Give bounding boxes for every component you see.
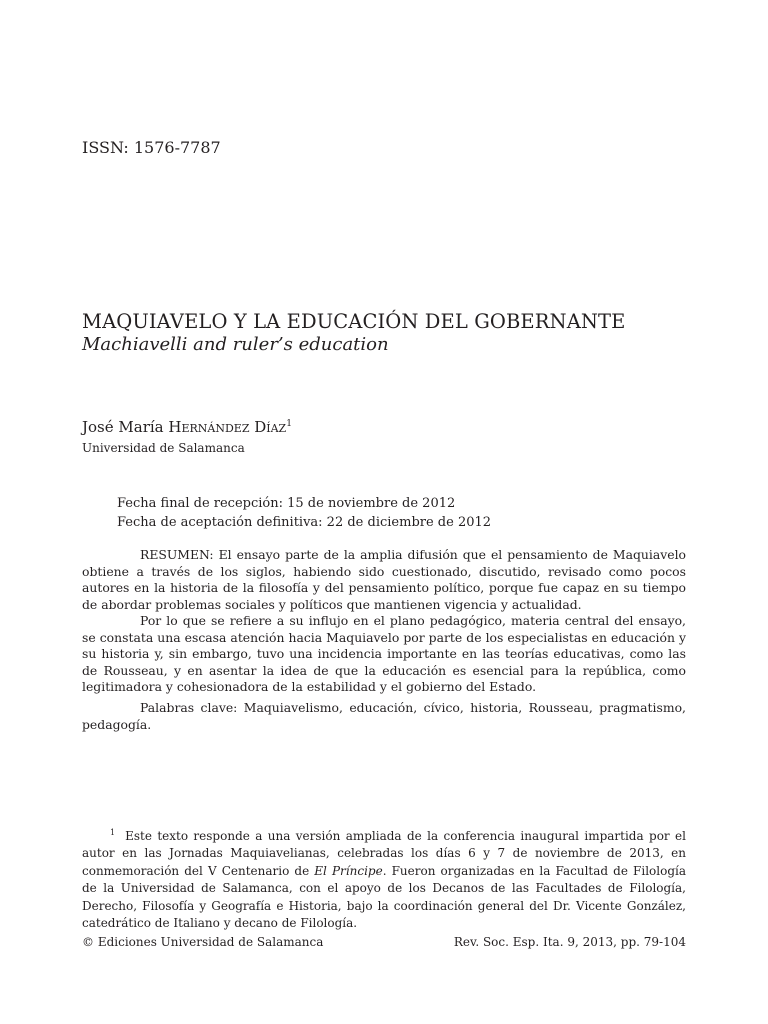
author-footnote-mark[interactable]: 1: [286, 419, 292, 429]
author-family-name: Hernández Díaz: [168, 418, 287, 436]
footnote-text: Este texto responde a una versión ampliada de la conferencia inaugural impartida por el autor en las Jornadas Maquiavelianas, celebradas los días 6 y 7 de noviembre de 2013, en conmemoración del V Centenario de: [82, 829, 686, 878]
received-date: Fecha final de recepción: 15 de noviembre de 2012: [117, 496, 456, 511]
footnote-mark: 1: [110, 828, 116, 837]
abstract-paragraph: RESUMEN: El ensayo parte de la amplia difusión que el pensamiento de Maquiavelo obtiene a través de los siglos, habiendo sido cuestionado, discutido, revisado como pocos autores en la historia de la filosofía y del pensamiento político, porque fue capaz en su tiempo de abordar problemas sociales y políticos que mantienen vigencia y actualidad.: [82, 547, 686, 612]
keywords-text: Palabras clave: Maquiavelismo, educación, cívico, historia, Rousseau, pragmatismo, pedagogía.: [82, 700, 686, 732]
footnote: [82, 824, 686, 932]
footer-copyright: © Ediciones Universidad de Salamanca: [82, 935, 324, 949]
author-affiliation: Universidad de Salamanca: [82, 441, 245, 455]
keywords: [82, 700, 686, 733]
footnote-book-title: El Príncipe: [314, 863, 383, 878]
footer-citation: Rev. Soc. Esp. Ita. 9, 2013, pp. 79-104: [453, 935, 686, 949]
author-name: [82, 418, 292, 436]
abstract: [82, 547, 686, 696]
footnote-text-continued: . Fueron organizadas en la Facultad de Filología de la Universidad de Salamanca, con el apoyo de los Decanos de las Facultades de Filología, Derecho, Filosofía y Geografía e Historia, bajo la coordinación general del Dr. Vicente González, catedrático de Italiano y decano de Filología.: [82, 863, 686, 931]
abstract-paragraph: Por lo que se refiere a su influjo en el plano pedagógico, materia central del ensayo, se constata una escasa atención hacia Maquiavelo por parte de los especialistas en educación y su historia y, sin embargo, tuvo una incidencia importante en las teorías educativas, como las de Rousseau, y en asentar la idea de que la educación es esencial para la república, como legitimadora y cohesionadora de la estabilidad y el gobierno del Estado.: [82, 613, 686, 694]
accepted-date: Fecha de aceptación definitiva: 22 de diciembre de 2012: [117, 515, 492, 530]
issn-number: ISSN: 1576-7787: [82, 138, 221, 157]
author-given-name: José María: [82, 418, 164, 436]
article-title: MAQUIAVELO Y LA EDUCACIÓN DEL GOBERNANTE: [82, 310, 626, 333]
article-subtitle: Machiavelli and ruler’s education: [82, 334, 389, 355]
